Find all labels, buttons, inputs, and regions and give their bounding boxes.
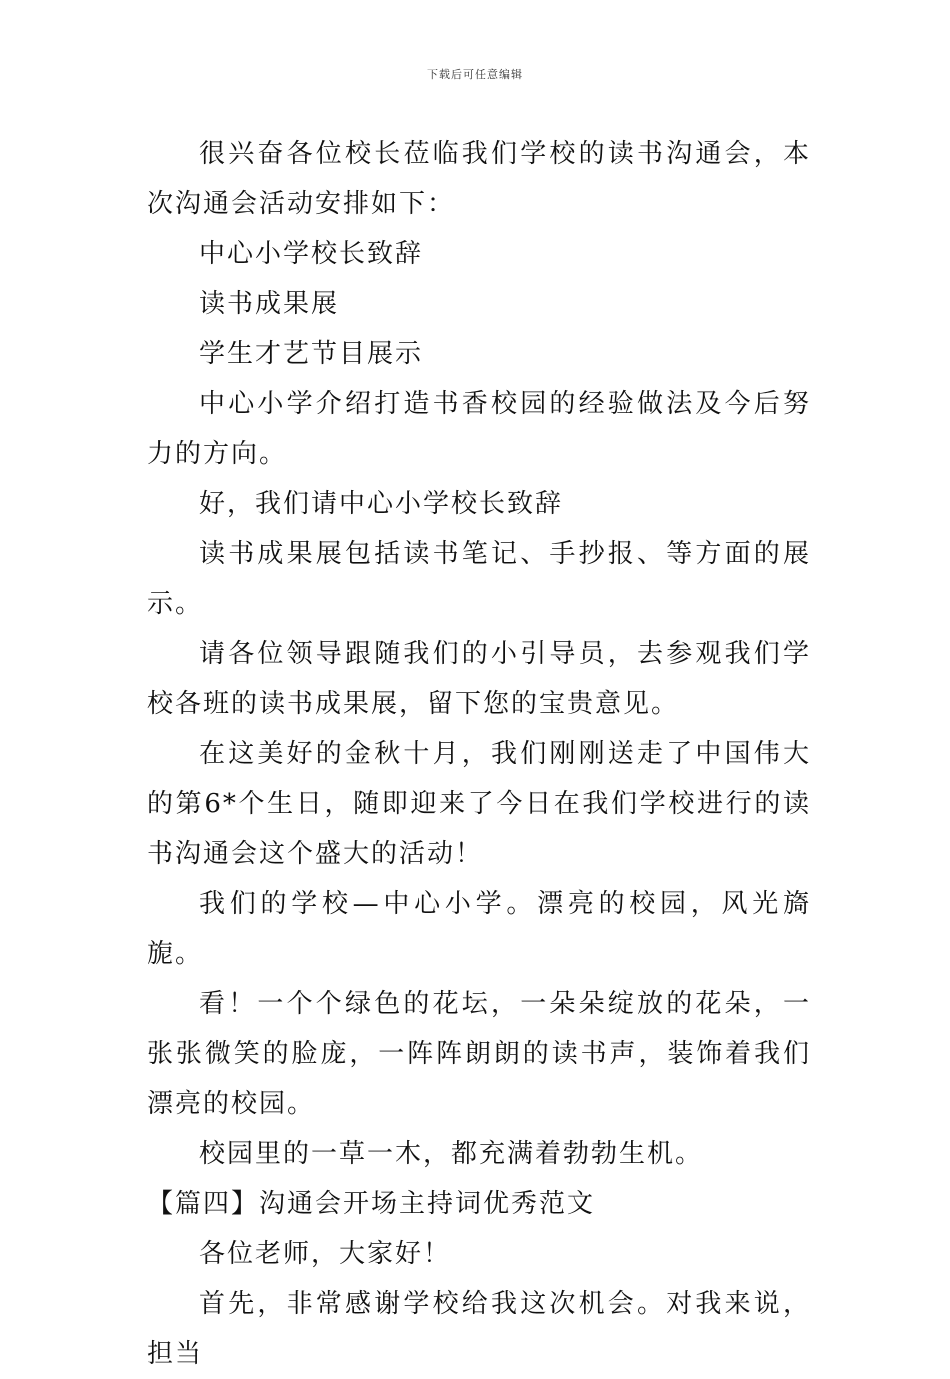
paragraph-agenda-introduction: 中心小学介绍打造书香校园的经验做法及今后努力的方向。 bbox=[147, 389, 811, 469]
paragraph-school-intro: 我们的学校—中心小学。漂亮的校园，风光旖旎。 bbox=[147, 889, 811, 969]
document-body bbox=[147, 129, 811, 1379]
section-heading: 【篇四】沟通会开场主持词优秀范文 bbox=[147, 1189, 596, 1219]
paragraph-exhibit-content: 读书成果展包括读书笔记、手抄报、等方面的展示。 bbox=[147, 539, 811, 619]
paragraph-intro: 很兴奋各位校长莅临我们学校的读书沟通会，本次沟通会活动安排如下： bbox=[147, 139, 811, 219]
paragraph-agenda-speech: 中心小学校长致辞 bbox=[199, 239, 424, 269]
paragraph-agenda-exhibit: 读书成果展 bbox=[199, 289, 340, 319]
paragraph-campus-scene: 看！一个个绿色的花坛，一朵朵绽放的花朵，一张张微笑的脸庞，一阵阵朗朗的读书声，装饰着我们漂亮的校园。 bbox=[147, 989, 811, 1119]
paragraph-agenda-performance: 学生才艺节目展示 bbox=[199, 339, 424, 369]
paragraph-greeting: 各位老师，大家好！ bbox=[199, 1239, 452, 1269]
paragraph-autumn-event: 在这美好的金秋十月，我们刚刚送走了中国伟大的第6*个生日，随即迎来了今日在我们学校进行的读书沟通会这个盛大的活动！ bbox=[147, 739, 811, 869]
paragraph-visit-invitation: 请各位领导跟随我们的小引导员，去参观我们学校各班的读书成果展，留下您的宝贵意见。 bbox=[147, 639, 811, 719]
paragraph-campus-vitality: 校园里的一草一木，都充满着勃勃生机。 bbox=[199, 1139, 704, 1169]
page-header-note: 下载后可任意编辑 bbox=[427, 68, 523, 81]
paragraph-invite-principal: 好，我们请中心小学校长致辞 bbox=[199, 489, 564, 519]
paragraph-thanks: 首先，非常感谢学校给我这次机会。对我来说，担当 bbox=[147, 1289, 811, 1369]
